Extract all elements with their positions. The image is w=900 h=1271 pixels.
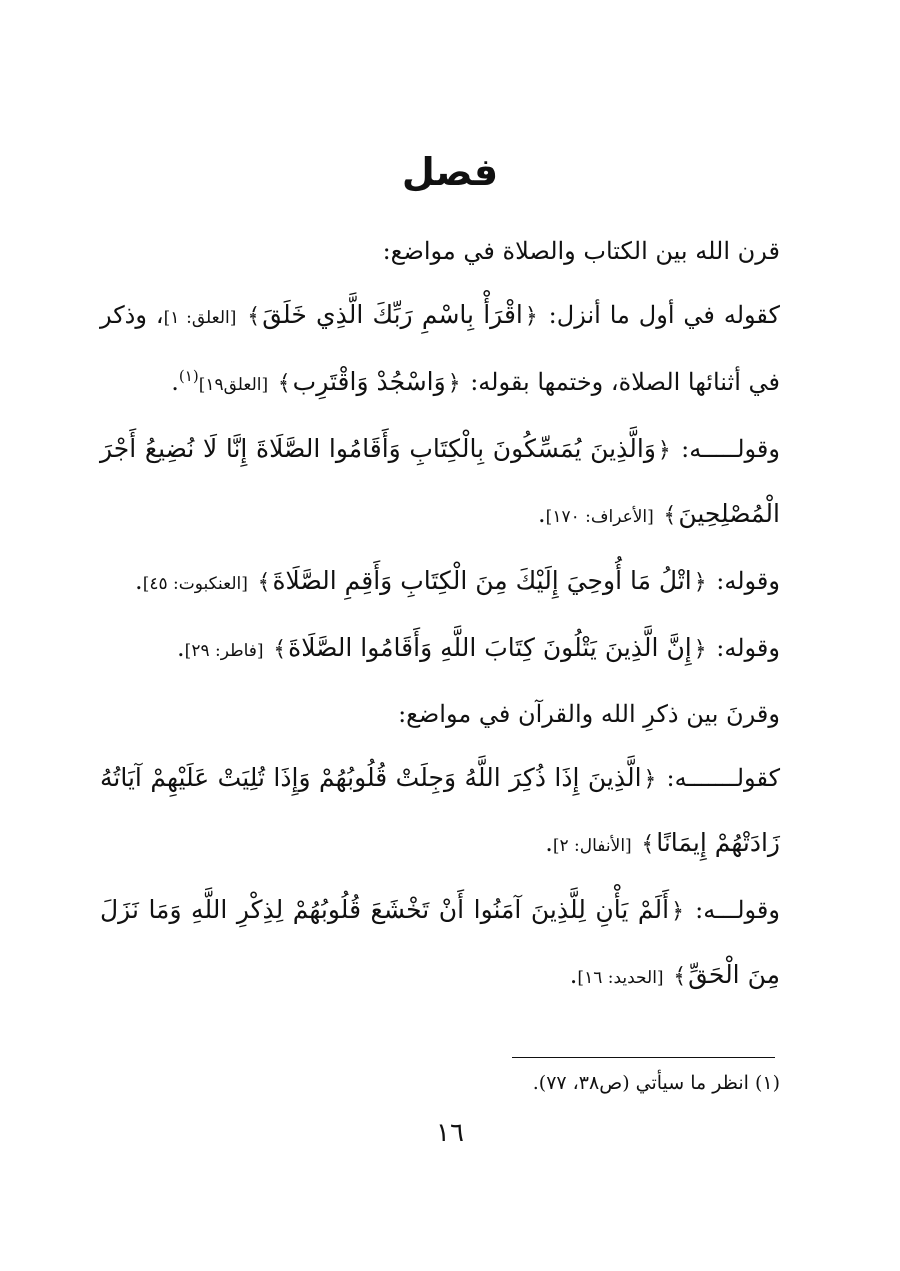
paragraph-7 [100,746,780,878]
paragraph-text: وقولـــه: [685,896,780,924]
paragraph-3 [100,417,780,549]
paragraph-text: ، وذكر في أثنائها الصلاة، وختمها بقوله: [100,301,780,396]
quran-verse: اتْلُ مَا أُوحِيَ إِلَيْكَ مِنَ الْكِتَابِ وَأَقِمِ الصَّلَاةَ [272,566,692,595]
quran-verse: وَاسْجُدْ وَاقْتَرِب [292,367,446,396]
ornate-bracket-open-icon: ﴿ [671,899,684,924]
verse-reference: [العلق١٩] [198,375,269,395]
paragraph-2 [100,283,780,417]
footnote-text: انظر ما سيأتي (ص٣٨، ٧٧). [532,1072,749,1094]
ornate-bracket-close-icon: ﴾ [257,570,271,595]
ornate-bracket-close-icon: ﴾ [273,637,287,662]
quran-verse: الَّذِينَ إِذَا ذُكِرَ اللَّهُ وَجِلَتْ قُلُوبُهُمْ وَإِذَا تُلِيَتْ عَلَيْهِمْ آيَاتُهُ زَادَتْهُمْ إِيمَانًا [100,763,780,857]
paragraph-text: كقوله في أول ما أنزل: [539,301,780,329]
footnote-marker[interactable]: (١) [178,367,199,385]
verse-reference: [الأنفال: ٢] [552,836,632,856]
footnote-divider [512,1057,775,1058]
paragraph-5 [100,616,780,683]
footnote-number: (١) [754,1072,780,1094]
paragraph-text: . [177,634,185,662]
paragraph-text: . [569,961,578,989]
paragraph-text: وقوله: [708,567,780,595]
paragraph-text: . [135,567,143,595]
paragraph-text: كقولـــــــه: [658,764,781,792]
paragraph-text: وقرنَ بين ذكرِ الله والقرآن في مواضع: [398,700,780,728]
paragraph-text: . [545,829,553,857]
quran-verse: اقْرَأْ بِاسْمِ رَبِّكَ الَّذِي خَلَقَ [262,300,523,329]
paragraph-4 [100,549,780,616]
page-number: ١٦ [436,1118,464,1148]
verse-reference: [الأعراف: ١٧٠] [545,507,654,527]
paragraph-8 [100,878,780,1010]
ornate-bracket-close-icon: ﴾ [247,304,261,329]
quran-verse: وَالَّذِينَ يُمَسِّكُونَ بِالْكِتَابِ وَأَقَامُوا الصَّلَاةَ إِنَّا لَا نُضِيعُ أَجْرَ الْمُصْلِحِينَ [100,434,780,528]
ornate-bracket-open-icon: ﴿ [643,767,657,792]
verse-reference: [العلق: ١] [163,308,237,328]
paragraph-1 [100,220,780,283]
verse-reference: [العنكبوت: ٤٥] [142,574,248,594]
ornate-bracket-open-icon: ﴿ [524,304,538,329]
paragraph-text: قرن الله بين الكتاب والصلاة في مواضع: [382,237,780,265]
ornate-bracket-close-icon: ﴾ [663,503,677,528]
ornate-bracket-close-icon: ﴾ [641,832,655,857]
quran-verse: أَلَمْ يَأْنِ لِلَّذِينَ آمَنُوا أَنْ تَخْشَعَ قُلُوبُهُمْ لِذِكْرِ اللَّهِ وَمَا نَزَلَ مِنَ الْحَقِّ [100,895,780,989]
verse-reference: [فاطر: ٢٩] [184,641,264,661]
ornate-bracket-close-icon: ﴾ [673,964,687,989]
paragraph-text: . [538,500,546,528]
ornate-bracket-close-icon: ﴾ [277,371,291,396]
paragraph-text: . [171,368,179,396]
ornate-bracket-open-icon: ﴿ [693,570,707,595]
body-text [100,220,780,1010]
ornate-bracket-open-icon: ﴿ [693,637,707,662]
paragraph-text: وقولـــــه: [672,435,780,463]
ornate-bracket-open-icon: ﴿ [657,438,671,463]
footnote [100,1068,780,1098]
paragraph-6 [100,683,780,746]
verse-reference: [الحديد: ١٦] [577,968,664,988]
quran-verse: إِنَّ الَّذِينَ يَتْلُونَ كِتَابَ اللَّهِ وَأَقَامُوا الصَّلَاةَ [288,633,692,662]
ornate-bracket-open-icon: ﴿ [447,371,461,396]
paragraph-text: وقوله: [708,634,780,662]
section-title: فصل [401,150,499,194]
